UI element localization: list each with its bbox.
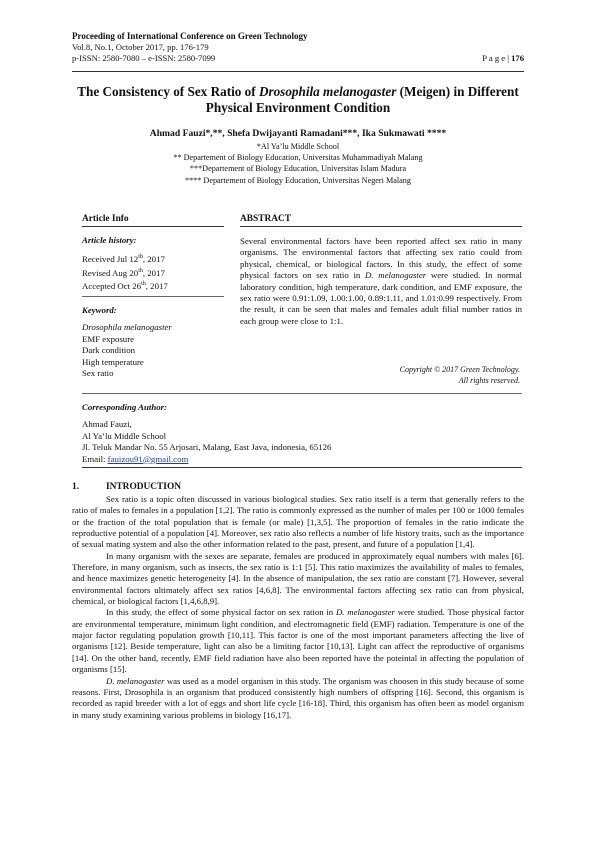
- paragraph: D. melanogaster was used as a model organism in this study. The organism was choosen in this study because of some reasons. First, Drosophila is an organism that produced consistently high numbers of offspring [16]. Second, this organism is recorded as rapid breeder with a lot of eggs and short life cycle [16-18]. Third, this organism has often been as model organism in many study examining various problems in biology [16,17].: [72, 675, 524, 720]
- copyright-notice: Copyright © 2017 Green Technology. All rights reserved.: [399, 365, 520, 385]
- corresponding-author: [82, 402, 522, 465]
- corresponding-institution: Al Ya’lu Middle School: [82, 430, 167, 441]
- paragraph: In many organism with the sexes are separate, females are produced in approximately equal numbers with males [6]. Therefore, in many organism, such as insects, the sex ratio is 1:1 [5]. This ratio maximizes the availability of males to females, and hence maximizes genetic heterogeneity [4]. In the absence of manipulation, the sex ratio are constant [7]. However, several environmental factors ultimately affect sex ratios [4,6,8]. The environmental factors affecting sex ratio can from physical, chemical, or biological factors [1,4,6,8,9].: [72, 550, 524, 607]
- email-link[interactable]: fauizou91@gmail.com: [107, 453, 189, 464]
- section-number: 1.: [72, 482, 80, 492]
- keyword-divider: [82, 296, 224, 297]
- title-species: Drosophila melanogaster: [258, 84, 397, 99]
- affiliation-4: **** Departement of Biology Education, Universitas Negeri Malang: [184, 175, 411, 185]
- article-info-heading: Article Info: [82, 214, 129, 224]
- volume-info: Vol.8, No.1, October 2017, pp. 176-179: [72, 42, 209, 52]
- corresponding-email-line: Email: fauizou91@gmail.com: [82, 453, 189, 464]
- keyword-item: Drosophila melanogaster: [82, 322, 172, 333]
- title-part-1: The Consistency of Sex Ratio of: [77, 84, 259, 99]
- keyword-item: Dark condition: [82, 345, 136, 356]
- keyword-item: Sex ratio: [82, 368, 114, 379]
- affiliation-1: *Al Ya’lu Middle School: [256, 142, 340, 151]
- corresponding-heading: Corresponding Author:: [82, 402, 167, 412]
- front-matter-divider: [82, 467, 522, 468]
- corresponding-name: Ahmad Fauzi,: [82, 419, 132, 430]
- paragraph: Sex ratio is a topic often discussed in various biological studies. Sex ratio itself is a term that generally refers to the ratio of males to females in a population [1,2]. The ratio is commonly expressed as the number of males per 100 or 1000 females or the fraction of the total population that is female (or male) [1,3,5]. The proportion of females in the ratio indicate the reproductive potential of a population [4]. Moreover, sex ratio also reflects a number of life history traits, such as the importance of sexual mating system and also the other information related to the past, present, and future of a population [1,4].: [72, 494, 524, 550]
- corresponding-address: Jl. Teluk Mandar No. 55 Arjosari, Malang, East Java, indonesia, 65126: [82, 442, 332, 453]
- abstract-divider: [240, 226, 522, 227]
- abstract-species: D. melanogaster: [365, 270, 427, 281]
- header-divider: [72, 71, 524, 72]
- title-part-2: (Meigen) in Different Physical Environment Condition: [205, 84, 519, 115]
- corresponding-divider: [82, 393, 522, 394]
- affiliation-list: [72, 141, 524, 186]
- author-list: Ahmad Fauzi*,**, Shefa Dwijayanti Ramadani***, Ika Sukmawati ****: [149, 128, 447, 139]
- affiliation-3: ***Departement of Biology Education, Universitas Islam Madura: [189, 164, 407, 174]
- revised-date: Revised Aug 20th, 2017: [82, 267, 165, 278]
- page-number: 176: [511, 53, 524, 63]
- conference-name: Proceeding of International Conference on Green Technology: [72, 31, 308, 41]
- body-species: D. melanogaster: [335, 607, 395, 618]
- body-species: D. melanogaster: [106, 675, 165, 686]
- received-date: Received Jul 12th, 2017: [82, 254, 165, 265]
- page-number-label: [482, 53, 524, 64]
- keyword-item: EMF exposure: [82, 333, 135, 344]
- section-heading: [72, 482, 524, 492]
- page-label: P a g e |: [482, 53, 509, 63]
- keyword-heading: Keyword:: [82, 305, 117, 315]
- running-header: [72, 31, 524, 64]
- body-text: [72, 494, 524, 721]
- article-info-divider: [82, 226, 224, 227]
- accepted-date: Accepted Oct 26th, 2017: [82, 280, 168, 291]
- abstract-text: Several environmental factors have been reported affect sex ratio in many organisms. The environmental factors that affecting sex ratio could from physical, chemical, or biological factors. In this study, the effect of some physical factors on sex ratio in D. melanogaster were studied. In normal laboratory condition, high temperature, dark condition, and EMF exposure, the sex ratio were 0.91:1.09, 1.00:1.00, 0.89:1.11, and 1.01:0.99 respectively. From the result, it can be seen that males and females adult filial number ratios in each group were close to 1:1.: [240, 236, 522, 326]
- keyword-item: High temperature: [82, 356, 144, 367]
- affiliation-2: ** Departement of Biology Education, Universitas Muhammadiyah Malang: [173, 153, 423, 163]
- paper-title: [72, 84, 524, 116]
- issn-info: p-ISSN: 2580-7080 – e-ISSN: 2580-7099: [72, 53, 216, 63]
- keyword-block: [82, 305, 224, 379]
- abstract-heading: ABSTRACT: [240, 214, 292, 224]
- section-title: INTRODUCTION: [106, 482, 182, 492]
- paragraph: In this study, the effect of some physical factor on sex ration in D. melanogaster were studied. Those physical factor are environmental temperature, minimum light condition, and electromagnetic field (EMF) radiation. Temperature is one of the major factor regulating population growth [10,11]. This factor is one of the most important parameters affecting the live of organisms [12]. Beside temperature, light can also be a limiting factor [10,13]. Light can affect the reproductive of organisms [14]. On the other hand, recently, EMF field radiation have also been reported have the poteintal in affecting the population of organisms [15].: [72, 607, 525, 675]
- article-history: [82, 235, 224, 292]
- history-heading: Article history:: [82, 235, 137, 245]
